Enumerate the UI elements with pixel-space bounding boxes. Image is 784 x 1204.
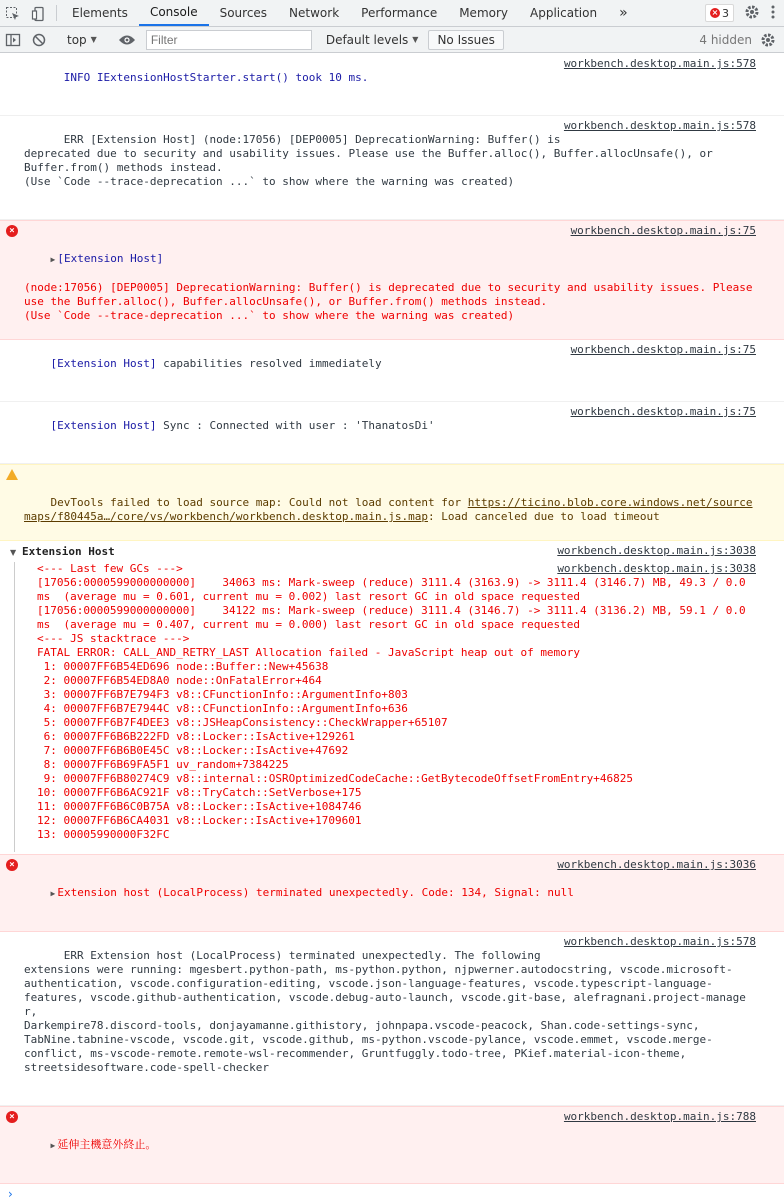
message-text: DevTools failed to load source map: Could not load content for <box>50 496 468 509</box>
tab-sources[interactable]: Sources <box>219 6 268 20</box>
chevron-down-icon: ▼ <box>90 35 97 44</box>
message-prefix: [Extension Host] <box>50 357 157 370</box>
source-link[interactable]: workbench.desktop.main.js:3038 <box>557 544 756 557</box>
log-levels-dropdown[interactable] <box>320 33 425 47</box>
message-text: Extension host (LocalProcess) terminated unexpectedly. Code: 134, Signal: null <box>57 886 574 899</box>
console-message <box>0 340 784 402</box>
source-link[interactable]: workbench.desktop.main.js:75 <box>570 405 756 418</box>
expand-triangle-icon[interactable]: ▶ <box>50 255 56 264</box>
source-link[interactable]: workbench.desktop.main.js:578 <box>563 935 756 948</box>
stacktrace-text: <--- Last few GCs ---> [17056:0000599000000000] 34063 ms: Mark-sweep (reduce) 3111.4 (3163.9) -> 3111.4 (3146.7) MB, 49.3 / 0.0 ms (average mu = 0.601, current mu = 0.002) last resort GC in old space requested [17056:0000599000000000] 34122 ms: Mark-sweep (reduce) 3111.4 (3146.7) -> 3111.4 (3136.2) MB, 59.1 / 0.0 ms (average mu = 0.407, current mu = 0.000) last resort GC in old space requested <--- JS stacktrace ---> FATAL ERROR: CALL_AND_RETRY_LAST Allocation failed - JavaScript heap out of memory 1: 00007FF6B54ED696 node::Buffer::New+45638 2: 00007FF6B54ED8A0 node::OnFatalError+464 3: 00007FF6B7E794F3 v8::CFunctionInfo::ArgumentInfo+803 4: 00007FF6B7E7944C v8::CFunctionInfo::ArgumentInfo+636 5: 00007FF6B7F4DEE3 v8::JSHeapConsistency::CheckWrapper+65107 6: 00007FF6B6B222FD v8::Locker::IsActive+129261 7: 00007FF6B6B0E45C v8::Locker::IsActive+47692 8: 00007FF6B69FA5F1 uv_random+7384225 9: 00007FF6B80274C9 v8::internal::OSROptimizedCodeCache::GetBytecodeOffsetFromEntry+46825 10: 00007FF6B6AC921F v8::TryCatch::SetVerbose+175 11: 00007FF6B6C0B75A v8::Locker::IsActive+1084746 12: 00007FF6B6CA4031 v8::Locker::IsActive+1709601 13: 00005990000F32FC <box>37 562 746 841</box>
expand-triangle-icon[interactable]: ▶ <box>50 1141 56 1150</box>
source-link[interactable]: workbench.desktop.main.js:75 <box>563 224 756 238</box>
source-link[interactable]: workbench.desktop.main.js:75 <box>570 343 756 356</box>
tab-elements[interactable]: Elements <box>72 6 128 20</box>
message-text: INFO IExtensionHostStarter.start() took 10 ms. <box>50 71 369 84</box>
gear-icon[interactable] <box>744 4 760 23</box>
tab-performance[interactable]: Performance <box>361 6 438 20</box>
message-text: : Load canceled due to load timeout <box>427 510 660 523</box>
hidden-count: 4 hidden <box>699 32 752 47</box>
prompt-chevron-icon: › <box>8 1187 13 1201</box>
source-link[interactable]: workbench.desktop.main.js:578 <box>563 57 756 70</box>
device-toolbar-icon[interactable] <box>26 0 52 27</box>
clear-console-icon[interactable] <box>26 26 52 53</box>
sidebar-toggle-icon[interactable] <box>0 26 26 53</box>
source-link[interactable]: workbench.desktop.main.js:788 <box>556 1110 756 1124</box>
console-message <box>0 402 784 464</box>
tab-network[interactable]: Network <box>289 6 340 20</box>
console-toolbar <box>0 27 784 53</box>
error-icon: × <box>6 859 18 871</box>
expand-triangle-icon[interactable]: ▶ <box>50 889 56 898</box>
message-text: ERR [Extension Host] (node:17056) [DEP0005] DeprecationWarning: Buffer() is deprecated due to security and usability issues. Please use the Buffer.alloc(), Buffer.allocUnsafe(), or Buffer.from() methods instead. (Use `Code --trace-deprecation ...` to show where the warning was created) <box>24 133 713 188</box>
message-text: capabilities resolved immediately <box>156 357 382 370</box>
levels-label: Default levels <box>325 32 409 47</box>
console-prompt[interactable] <box>0 1184 784 1204</box>
source-link[interactable]: workbench.desktop.main.js:3036 <box>549 858 756 872</box>
devtools-tabbar <box>0 0 784 27</box>
issues-label: No Issues <box>437 32 495 47</box>
more-tabs-button[interactable]: » <box>619 5 628 21</box>
error-count-badge[interactable] <box>705 4 734 22</box>
tab-application[interactable]: Application <box>530 6 598 20</box>
console-group <box>0 541 784 854</box>
warning-icon <box>6 469 18 480</box>
message-prefix: [Extension Host] <box>50 419 157 432</box>
live-expression-icon[interactable] <box>114 26 140 53</box>
console-message <box>0 932 784 1106</box>
message-text: 延伸主機意外終止。 <box>57 1138 157 1151</box>
source-link[interactable]: workbench.desktop.main.js:578 <box>563 119 756 132</box>
message-text: ERR Extension host (LocalProcess) terminated unexpectedly. The following extensions were running: mgesbert.python-path, ms-python.python, njpwerner.autodocstring, vscode.microsoft- authentication, vscode.configuration-editing, vscode.json-language-features, vscode.typescript-language- features, vscode.github-authentication, vscode.debug-auto-launch, vscode.git-base, alefragnani.project-manager, Darkempire78.discord-tools, donjayamanne.githistory, johnpapa.vscode-peacock, Shan.code-settings-sync, TabNine.tabnine-vscode, vscode.git, vscode.github, ms-python.vscode-pylance, vscode.emmet, vscode.merge- conflict, ms-vscode-remote.remote-wsl-recommender, Gruntfuggly.todo-tree, PKief.material-icon-theme, streetsidesoftware.code-spell-checker <box>24 949 746 1074</box>
error-count: 3 <box>722 6 729 20</box>
inspect-element-icon[interactable] <box>0 0 26 27</box>
sourcemap-link[interactable]: https://ticino.blob.core.windows.net/sourcemaps/f80445a…/core/vs/workbench/workbench.desktop.main.js.map <box>24 496 753 523</box>
message-text: Sync : Connected with user : 'ThanatosDi' <box>156 419 435 432</box>
divider <box>56 5 57 21</box>
console-error-message <box>0 854 784 932</box>
collapse-triangle-icon[interactable]: ▼ <box>10 548 17 557</box>
filter-input[interactable] <box>146 30 312 50</box>
kebab-menu-icon[interactable] <box>770 4 776 23</box>
console-warning-message <box>0 464 784 541</box>
error-icon: × <box>6 1111 18 1123</box>
issues-button[interactable] <box>428 30 503 50</box>
gear-icon[interactable] <box>760 32 776 48</box>
message-text: (node:17056) [DEP0005] DeprecationWarning: Buffer() is deprecated due to security and usability issues. Please use the Buffer.alloc(), Buffer.allocUnsafe(), or Buffer.from() methods instead. (Use `Code --trace-deprecation ...` to show where the warning was created) <box>24 281 753 322</box>
error-icon: × <box>711 8 719 17</box>
message-prefix: [Extension Host] <box>57 252 164 265</box>
error-icon: × <box>6 225 18 237</box>
tab-console[interactable]: Console <box>139 0 209 26</box>
source-link[interactable]: workbench.desktop.main.js:3038 <box>557 562 756 575</box>
panel-tabs <box>61 0 608 26</box>
chevron-down-icon: ▼ <box>412 35 419 44</box>
group-title: Extension Host <box>21 545 115 558</box>
console-message <box>0 116 784 220</box>
context-label: top <box>67 32 87 47</box>
console-message <box>0 54 784 116</box>
tab-memory[interactable]: Memory <box>459 6 509 20</box>
console-messages <box>0 54 784 1201</box>
console-error-message <box>0 220 784 340</box>
context-selector[interactable] <box>61 33 105 47</box>
console-error-message <box>0 1106 784 1184</box>
